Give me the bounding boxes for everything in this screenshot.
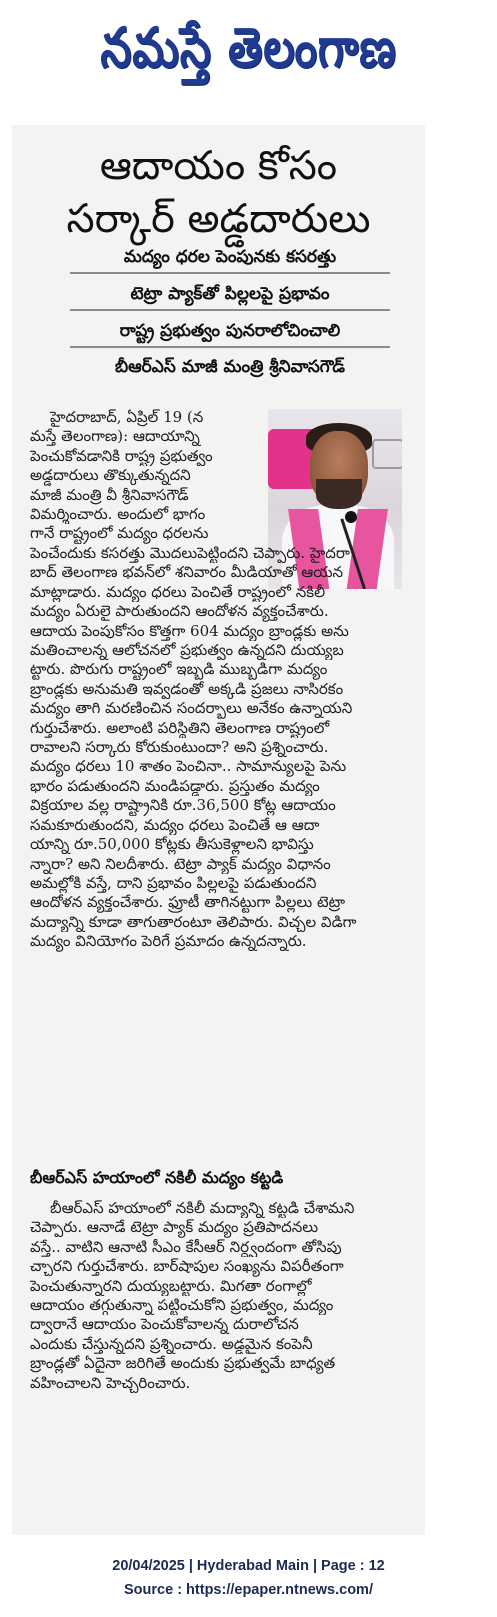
body-line: అమల్లోకి వస్తే, దాని ప్రభావం పిల్లలపై పడుతుందని (30, 873, 317, 892)
body-line: రావాలని సర్కారు కోరుకుంటుందా? అని ప్రశ్నించారు. (30, 738, 329, 757)
body-line: పెంచేందుకు కసరత్తు మొదలుపెట్టిందని చెప్పారు. హైదరా (30, 544, 350, 562)
article-body-wide (30, 544, 406, 952)
body-line: విమర్శించారు. అందులో భాగం (30, 505, 206, 524)
body-line: ద్వారానే ఆదాయం పెంచుకోవాలన్న దురాలోచన (30, 1315, 299, 1334)
body-line: చెప్పారు. ఆనాడే టెట్రా ప్యాక్ మద్యం ప్రతిపాదనలు (30, 1218, 319, 1237)
body-line: బ్రాండ్లతో ఏదైనా జరిగితే అందుకు ప్రభుత్వమే బాధ్యత (30, 1354, 336, 1373)
body-line: పెంచుతున్నారని దుయ్యబట్టారు. మిగతా రంగాల్లో (30, 1276, 312, 1295)
body-line: ఆదాయం తగ్గుతున్నా పట్టించుకోని ప్రభుత్వం, మద్యం (30, 1296, 334, 1315)
car-symbol-icon (372, 439, 402, 469)
body-line: గానే రాష్ట్రంలో మద్యం ధరలను (30, 524, 209, 543)
body-line: మద్యం ఏరులై పారుతుందని ఆందోళన వ్యక్తంచేశారు. (30, 602, 329, 621)
body-line: బాద్ తెలంగాణ భవన్‌లో శనివారం మీడియాతో ఆయన (30, 563, 344, 582)
headline-line: సర్కార్ అడ్డదారులు (66, 196, 371, 242)
body-line: బ్రాండ్లకు అనుమతి ఇవ్వడంతో అక్కడి ప్రజలు నాసిరకం (30, 679, 344, 698)
body-line: హైదరాబాద్, ఏప్రిల్ 19 (న (50, 408, 204, 426)
body-line: గుర్తుచేశారు. అలాంటి పరిస్థితిని తెలంగాణ రాష్ట్రంలో (30, 718, 330, 737)
beard-shape (316, 479, 362, 509)
body-line: మాజీ మంత్రి వీ శ్రీనివాసగౌడ్ (30, 485, 189, 504)
body-line: ఆదాయ పెంపుకోసం కొత్తగా 604 మద్యం బ్రాండ్లకు అను (30, 621, 349, 640)
body-line: మద్యం తాగి మరణించిన సందర్భాలు అనేకం ఉన్నాయని (30, 699, 353, 718)
subhead-2: టెట్రా ప్యాక్‌తో పిల్లలపై ప్రభావం (70, 283, 390, 311)
body-line: బీఆర్‌ఎస్ హయాంలో నకిలీ మద్యాన్ని కట్టడి చేశామని (50, 1199, 355, 1217)
body-line: వహించాలని హెచ్చరించారు. (30, 1373, 191, 1392)
article-headline (12, 140, 425, 246)
body-line: న్నారా? అని నిలదీశారు. టెట్రా ప్యాక్ మద్యం విధానం (30, 854, 331, 873)
body-line: ఎందుకు చేస్తున్నదని ప్రశ్నించారు. అడ్డమైన కంపెనీ (30, 1334, 313, 1353)
body-line: మస్తే తెలంగాణ): ఆదాయాన్ని (30, 427, 200, 446)
subhead-1: మద్యం ధరల పెంపునకు కసరత్తు (70, 246, 390, 274)
footer-date-edition: 20/04/2025 | Hyderabad Main | Page : 12 (112, 1558, 385, 1574)
body-line: యాన్ని రూ.50,000 కోట్లకు తీసుకెళ్లాలని భావిస్తు (30, 835, 314, 854)
body-line: సమకూరుతుందని, మద్యం ధరలు పెంచితే ఆ ఆదా (30, 815, 320, 834)
body-line: మద్యాన్ని కూడా తాగుతారంటూ తెలిపారు. విచ్చల విడిగా (30, 912, 357, 931)
subhead-3: రాష్ట్ర ప్రభుత్వం పునరాలోచించాలి (70, 320, 390, 348)
microphone-icon (345, 511, 357, 523)
subhead-4: బీఆర్‌ఎస్ మాజీ మంత్రి శ్రీనివాసగౌడ్ (115, 357, 345, 377)
body-line: ట్టారు. పొరుగు రాష్ట్రంలో ఇబ్బడి ముబ్బడిగా మద్యం (30, 660, 328, 679)
masthead (0, 0, 497, 110)
body-line: విక్రయాల వల్ల రాష్ట్రానికి రూ.36,500 కోట్ల ఆదాయం (30, 796, 336, 815)
footer-source: Source : https://epaper.ntnews.com/ (124, 1582, 373, 1598)
article-body-section (30, 1199, 406, 1393)
body-line: చ్చారని గుర్తుచేశారు. బార్‌షాపుల సంఖ్యను విపరీతంగా (30, 1257, 344, 1276)
body-line: మద్యం వినియోగం పెరిగే ప్రమాదం ఉన్నదన్నారు. (30, 932, 307, 951)
newspaper-logo: నమస్తే తెలంగాణ (100, 16, 397, 80)
headline-line: ఆదాయం కోసం (99, 143, 338, 189)
section-heading: బీఆర్‌ఎస్ హయాంలో నకిలీ మద్యం కట్టడి (30, 1168, 284, 1187)
body-line: భారం పడుతుందని మండిపడ్డారు. ప్రస్తుతం మద్యం (30, 776, 320, 795)
body-line: మాట్లాడారు. మద్యం ధరలు పెంచితే రాష్ట్రంలో నకిలీ (30, 582, 326, 601)
article-body-narrow (30, 408, 262, 544)
body-line: ఆందోళన వ్యక్తంచేశారు. ఫ్రూటీ తాగినట్టుగా పిల్లలు టెట్రా (30, 893, 345, 912)
body-line: మతించాలన్న ఆలోచనలో ప్రభుత్వం ఉన్నదని దుయ్యబ (30, 641, 344, 660)
body-line: అడ్డదారులు తొక్కుతున్నదని (30, 466, 191, 485)
body-line: వస్తే.. వాటిని ఆనాటి సీఎం కేసీఆర్ నిర్ద్వందంగా తోసిపు (30, 1237, 342, 1256)
body-line: మద్యం ధరలు 10 శాతం పెంచినా.. సామాన్యులపై పెను (30, 757, 347, 776)
body-line: పెంచుకోవడానికి రాష్ట్ర ప్రభుత్వం (30, 446, 213, 465)
